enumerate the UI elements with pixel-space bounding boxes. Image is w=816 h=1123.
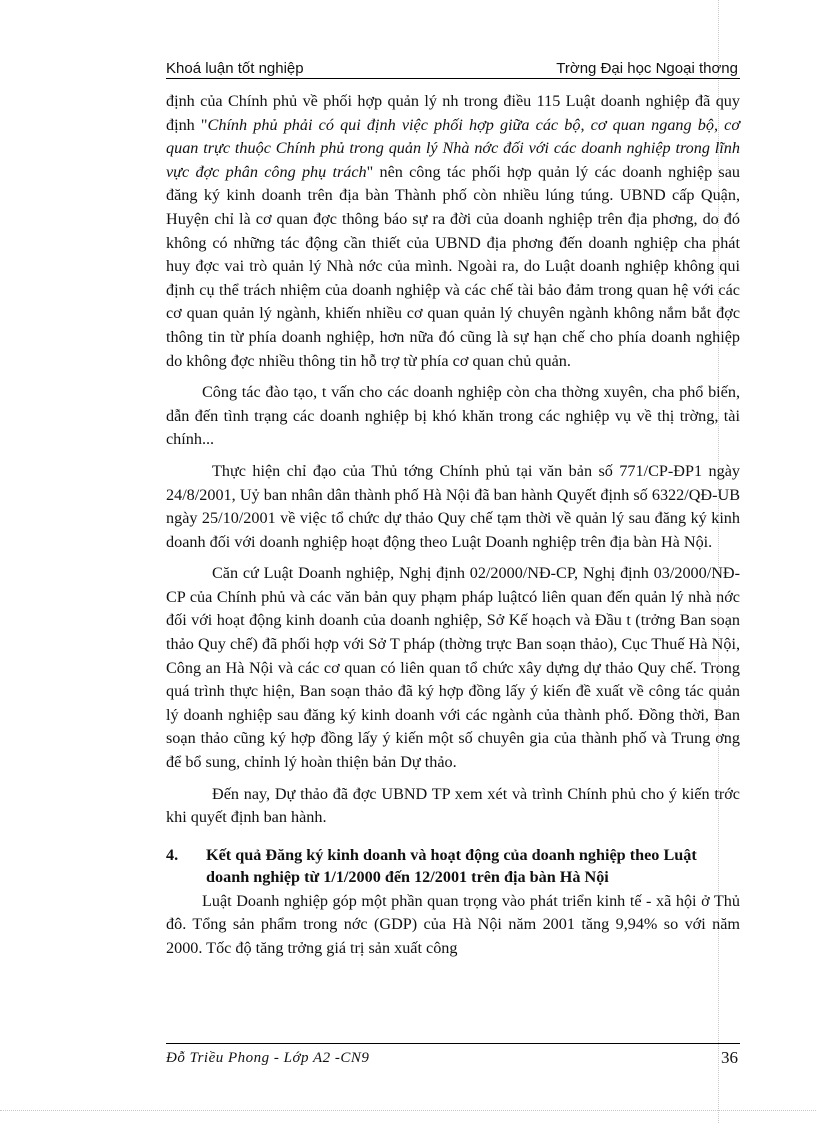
body-text	[166, 90, 740, 969]
footer-author: Đỗ Triều Phong - Lớp A2 -CN9	[166, 1050, 370, 1066]
paragraph-1-text-a: định của Chính phủ về phối hợp quản lý nh trong điều 115 Luật doanh nghiệp đã quy định "	[166, 92, 740, 134]
paragraph-5: Đến nay, Dự thảo đã đợc UBND TP xem xét và trình Chính phủ cho ý kiến trớc khi quyết định ban hành.	[166, 784, 740, 827]
paragraph-1-quote: Chính phủ phải có qui định việc phối hợp giữa các bộ, cơ quan ngang bộ, cơ quan trực thuộc Chính phủ trong quản lý Nhà nớc đối với các doanh nghiệp trong lĩnh vực đợc phân công phụ trách	[166, 115, 740, 181]
header-right: Trờng Đại học Ngoại thơng	[556, 60, 738, 77]
footer-rule	[166, 1043, 740, 1044]
section-heading	[166, 844, 740, 888]
header-rule	[166, 78, 740, 79]
page-footer	[166, 1050, 740, 1072]
paragraph-1	[166, 90, 740, 373]
header-left: Khoá luận tốt nghiệp	[166, 60, 304, 77]
page-number: 36	[721, 1048, 738, 1067]
margin-guide-horizontal	[0, 1110, 816, 1111]
section-number: 4.	[166, 845, 179, 864]
paragraph-6: Luật Doanh nghiệp góp một phần quan trọng vào phát triển kinh tế - xã hội ở Thủ đô. Tổng sản phẩm trong nớc (GDP) của Hà Nội năm 2001 tăng 9,94% so với năm 2000. Tốc độ tăng trởng giá trị sản xuất công	[166, 891, 740, 957]
paragraph-4: Căn cứ Luật Doanh nghiệp, Nghị định 02/2000/NĐ-CP, Nghị định 03/2000/NĐ-CP của Chính phủ và các văn bản quy phạm pháp luậtcó liên quan đến quản lý nhà nớc đối với hoạt động kinh doanh của doanh nghiệp, Sở Kế hoạch và Đầu t (trởng Ban soạn thảo Quy chế) đã phối hợp với Sở T pháp (thờng trực Ban soạn thảo), Cục Thuế Hà Nội, Công an Hà Nội và các cơ quan có liên quan tổ chức xây dựng dự thảo Quy chế. Trong quá trình thực hiện, Ban soạn thảo đã ký hợp đồng lấy ý kiến đề xuất về công tác quản lý doanh nghiệp sau đăng ký kinh doanh với các ngành của thành phố. Đồng thời, Ban soạn thảo cũng ký hợp đồng lấy ý kiến một số chuyên gia của thành phố và Trung ơng để bổ sung, chỉnh lý hoàn thiện bản Dự thảo.	[166, 564, 740, 772]
paragraph-1-text-b: " nên công tác phối hợp quản lý các doanh nghiệp sau đăng ký kinh doanh trên địa bàn Thành phố còn nhiều lúng túng. UBND cấp Quận, Huyện chỉ là cơ quan đợc thông báo sự ra đời của doanh nghiệp trên địa phơng, do đó không có những tác động cần thiết của UBND địa phơng đến doanh nghiệp cha phát huy đợc vai trò quản lý Nhà nớc của mình. Ngoài ra, do Luật doanh nghiệp không qui định cụ thể trách nhiệm của doanh nghiệp và các chế tài bảo đảm trong quan hệ với các cơ quan quản lý ngành, khiến nhiều cơ quan quản lý chuyên ngành không nắm bắt đợc thông tin từ phía doanh nghiệp, hơn nữa đó cũng là sự hạn chế cho phía doanh nghiệp do không đợc nhiều thông tin hỗ trợ từ phía cơ quan chủ quản.	[166, 162, 740, 370]
section-title: Kết quả Đăng ký kinh doanh và hoạt động của doanh nghiệp theo Luật doanh nghiệp từ 1/1/2000 đến 12/2001 trên địa bàn Hà Nội	[206, 845, 697, 886]
paragraph-3: Thực hiện chỉ đạo của Thủ tớng Chính phủ tại văn bản số 771/CP-ĐP1 ngày 24/8/2001, Uỷ ban nhân dân thành phố Hà Nội đã ban hành Quyết định số 6322/QĐ-UB ngày 25/10/2001 về việc tổ chức dự thảo Quy chế tạm thời về quản lý sau đăng ký kinh doanh đối với doanh nghiệp hoạt động theo Luật Doanh nghiệp trên địa bàn Hà Nội.	[166, 461, 740, 551]
paragraph-2: Công tác đào tạo, t vấn cho các doanh nghiệp còn cha thờng xuyên, cha phổ biến, dẫn đến tình trạng các doanh nghiệp bị khó khăn trong các nghiệp vụ về thị trờng, tài chính...	[166, 383, 740, 449]
